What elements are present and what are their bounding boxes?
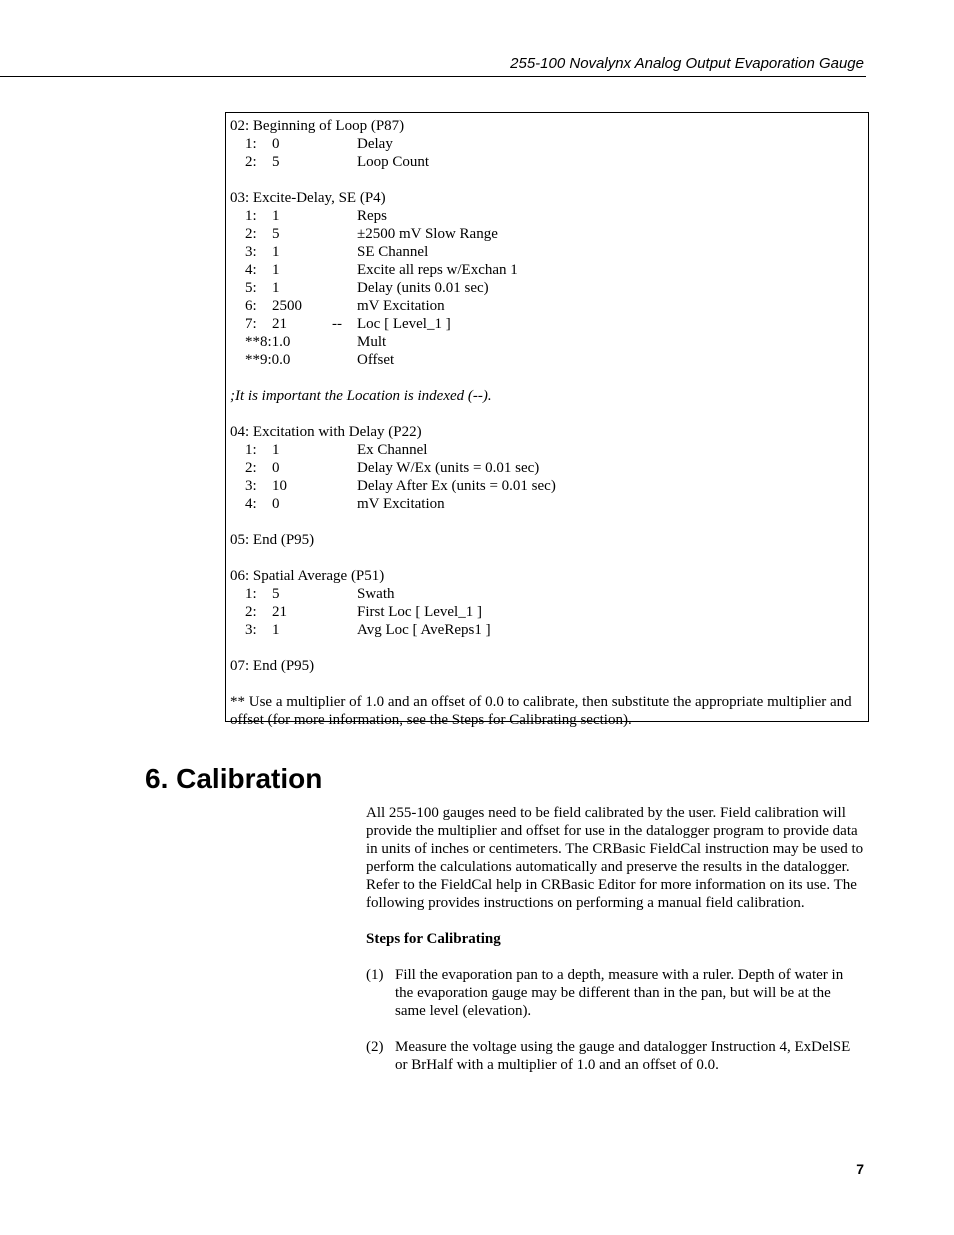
instruction-title: 06: Spatial Average (P51) <box>230 568 385 584</box>
running-header-title: 255-100 Novalynx Analog Output Evaporation Gauge <box>510 55 864 72</box>
instruction-title: 07: End (P95) <box>230 658 315 674</box>
param-line: 2: 5 Loop Count <box>245 154 430 170</box>
section-body <box>366 804 864 1092</box>
param-line: 1: 1 Reps <box>245 208 387 224</box>
program-comment: ;It is important the Location is indexed (--). <box>230 388 492 404</box>
step-number: (2) <box>366 1039 384 1055</box>
program-listing-box <box>225 112 869 728</box>
param-line: 1: 0 Delay <box>245 136 393 152</box>
param-line: **8:1.0 Mult <box>245 334 387 350</box>
instruction-title: 03: Excite-Delay, SE (P4) <box>230 190 386 206</box>
step-item <box>366 966 864 1020</box>
param-line: 4: 0 mV Excitation <box>245 496 445 512</box>
param-line: 3: 1 Avg Loc [ AveReps1 ] <box>245 622 491 638</box>
step-item <box>366 1038 864 1074</box>
header-rule <box>0 76 866 77</box>
steps-heading: Steps for Calibrating <box>366 931 501 947</box>
param-line: 4: 1 Excite all reps w/Exchan 1 <box>245 262 518 278</box>
page-number: 7 <box>856 1161 864 1177</box>
param-line: 3: 1 SE Channel <box>245 244 429 260</box>
param-line: 5: 1 Delay (units 0.01 sec) <box>245 280 489 296</box>
instruction-title: 05: End (P95) <box>230 532 315 548</box>
param-line: 2: 21 First Loc [ Level_1 ] <box>245 604 482 620</box>
param-line: 1: 1 Ex Channel <box>245 442 428 458</box>
instruction-title: 04: Excitation with Delay (P22) <box>230 424 422 440</box>
intro-paragraph: All 255-100 gauges need to be field calibrated by the user. Field calibration will provide the multiplier and offset for use in the datalogger program to provide data in units of inches or centimeters. The CRBasic FieldCal instruction may be used to perform the calculations automatically and preserve the results in the datalogger. Refer to the FieldCal help in CRBasic Editor for more information on its use. The following provides instructions on performing a manual field calibration. <box>366 805 864 911</box>
step-text: Measure the voltage using the gauge and datalogger Instruction 4, ExDelSE or BrHalf with a multiplier of 1.0 and an offset of 0.0. <box>395 1039 851 1073</box>
param-line: 1: 5 Swath <box>245 586 395 602</box>
param-line: 3: 10 Delay After Ex (units = 0.01 sec) <box>245 478 556 494</box>
program-footnote: ** Use a multiplier of 1.0 and an offset of 0.0 to calibrate, then substitute the appropriate multiplier and offset (for more information, see the Steps for Calibrating section). <box>230 694 852 728</box>
step-text: Fill the evaporation pan to a depth, measure with a ruler. Depth of water in the evaporation gauge may be different than in the pan, but will be at the same level (elevation). <box>395 967 844 1019</box>
param-line: 2: 5 ±2500 mV Slow Range <box>245 226 498 242</box>
param-line: 7: 21 -- Loc [ Level_1 ] <box>245 316 451 332</box>
param-line: **9:0.0 Offset <box>245 352 395 368</box>
step-number: (1) <box>366 967 384 983</box>
param-line: 6: 2500 mV Excitation <box>245 298 445 314</box>
indexed-marker: -- <box>332 316 342 332</box>
section-heading: 6. Calibration <box>145 763 323 794</box>
param-line: 2: 0 Delay W/Ex (units = 0.01 sec) <box>245 460 540 476</box>
instruction-title: 02: Beginning of Loop (P87) <box>230 118 405 134</box>
